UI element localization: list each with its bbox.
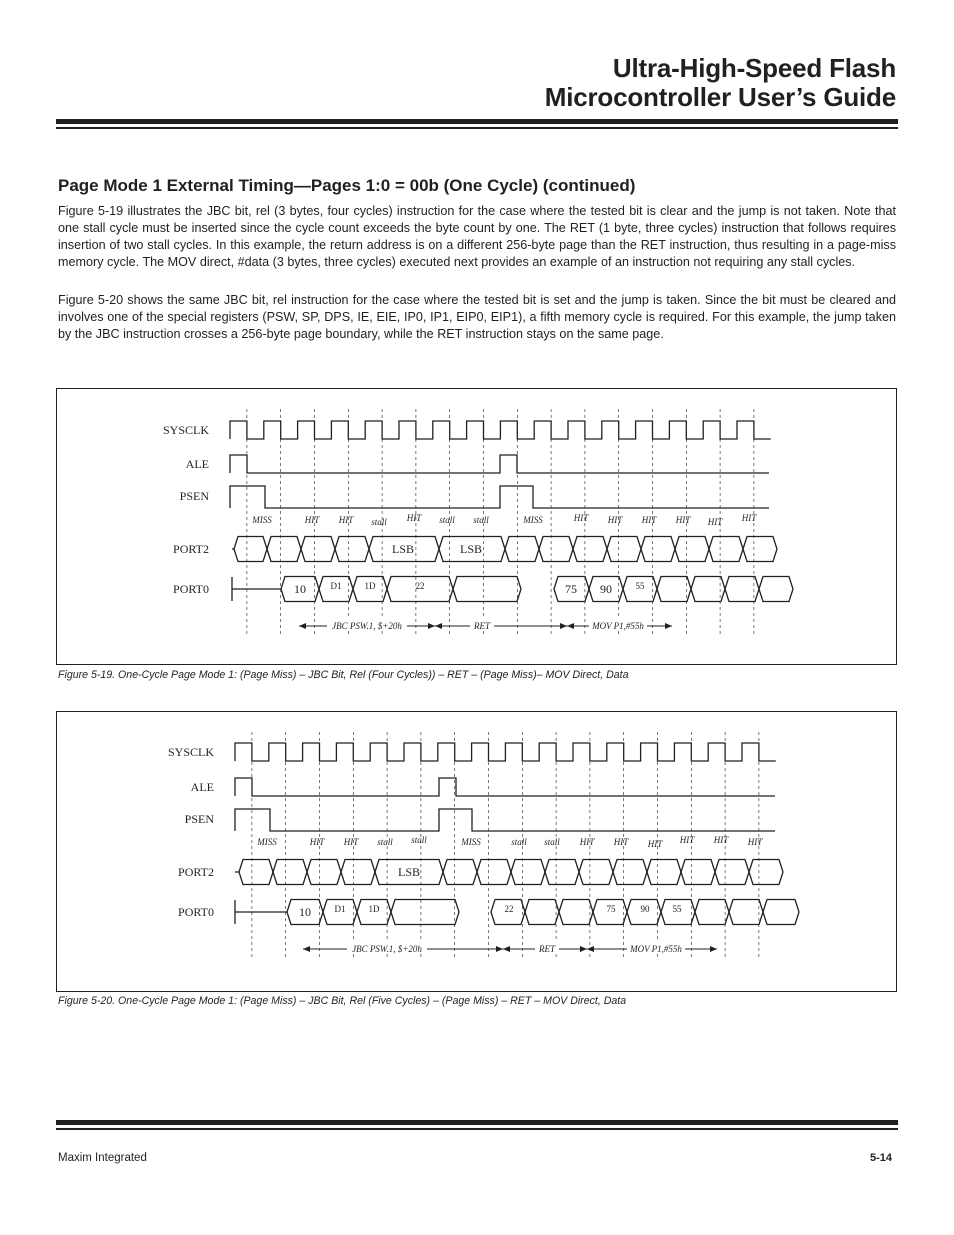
port2-address-bus — [647, 860, 681, 885]
header-rule-thin — [56, 127, 898, 129]
port2-address-bus — [743, 537, 777, 562]
port2-lsb-value: LSB — [391, 542, 415, 556]
port2-address-bus — [573, 537, 607, 562]
psen-waveform — [230, 486, 769, 508]
instruction-label: MOV P1,#55h — [630, 944, 682, 954]
port0-data-value: 22 — [504, 904, 514, 914]
title-line-2: Microcontroller User’s Guide — [544, 82, 896, 112]
cycle-label-stall: stall — [411, 835, 427, 845]
instruction-label: RET — [473, 621, 491, 631]
cycle-label-hit: HIT — [741, 513, 757, 523]
port2-address-bus — [675, 537, 709, 562]
port2-address-bus — [641, 537, 675, 562]
signal-label-ale: ALE — [190, 780, 214, 794]
port2-address-bus — [505, 537, 539, 562]
figure-5-20-caption: Figure 5-20. One-Cycle Page Mode 1: (Page Miss) – JBC Bit, Rel (Five Cycles) – (Page Miss) – RET – MOV Direct, Data — [58, 995, 627, 1007]
port2-address-bus — [709, 537, 743, 562]
port0-data-bus — [729, 900, 763, 925]
cycle-label-hit: HIT — [343, 837, 359, 847]
port2-address-bus — [234, 537, 267, 562]
port2-address-bus — [539, 537, 573, 562]
cycle-label-miss: MISS — [257, 837, 277, 847]
cycle-label-hit: HIT — [309, 837, 325, 847]
port0-data-value: 75 — [606, 904, 616, 914]
cycle-label-hit: HIT — [607, 515, 623, 525]
footer-rule — [56, 1120, 898, 1125]
cycle-label-stall: stall — [371, 517, 387, 527]
section-heading: Page Mode 1 External Timing—Pages 1:0 = 00b (One Cycle) (continued) — [58, 176, 636, 195]
ale-waveform — [230, 455, 769, 473]
sysclk-waveform — [235, 743, 776, 761]
page-number: 5-14 — [869, 1152, 892, 1164]
port0-data-value: 55 — [672, 904, 682, 914]
port0-data-value: 1D — [368, 904, 380, 914]
cycle-label-hit: HIT — [579, 837, 595, 847]
figure-5-20 — [56, 711, 897, 992]
port2-lsb-value: LSB — [459, 542, 483, 556]
port0-data-value: 22 — [415, 581, 425, 591]
port0-data-bus — [759, 577, 793, 602]
cycle-label-miss: MISS — [461, 837, 481, 847]
cycle-label-hit: HIT — [713, 835, 729, 845]
port0-data-value: D1 — [334, 904, 346, 914]
port2-address-bus — [273, 860, 307, 885]
port0-data-value: 75 — [565, 582, 577, 596]
port2-address-bus — [267, 537, 301, 562]
cycle-label-stall: stall — [377, 837, 393, 847]
ale-waveform — [235, 778, 775, 796]
cycle-label-stall: stall — [511, 837, 527, 847]
port0-data-bus — [559, 900, 593, 925]
port2-address-bus — [239, 860, 273, 885]
sysclk-waveform — [230, 421, 771, 439]
port2-address-bus — [511, 860, 545, 885]
signal-label-sysclk: SYSCLK — [162, 423, 209, 437]
header-rule — [56, 119, 898, 124]
port2-address-bus — [307, 860, 341, 885]
cycle-label-miss: MISS — [252, 515, 272, 525]
port2-address-bus — [607, 537, 641, 562]
port0-data-value: D1 — [330, 581, 342, 591]
port2-address-bus — [749, 860, 783, 885]
cycle-label-hit: HIT — [679, 835, 695, 845]
cycle-label-hit: HIT — [338, 515, 354, 525]
cycle-label-hit: HIT — [613, 837, 629, 847]
signal-label-port2: PORT2 — [178, 865, 214, 879]
signal-label-psen: PSEN — [184, 812, 214, 826]
signal-label-port0: PORT0 — [173, 582, 209, 596]
signal-label-port2: PORT2 — [173, 542, 209, 556]
port2-address-bus — [335, 537, 369, 562]
port0-data-bus — [453, 577, 521, 602]
port2-address-bus — [681, 860, 715, 885]
signal-label-sysclk: SYSCLK — [167, 745, 214, 759]
footer-company: Maxim Integrated — [58, 1152, 147, 1164]
timing-diagram-5-19 — [57, 389, 898, 666]
port0-data-bus — [695, 900, 729, 925]
figure-5-19-caption: Figure 5-19. One-Cycle Page Mode 1: (Page Miss) – JBC Bit, Rel (Four Cycles)) – RET – (Page Miss)– MOV Direct, Data — [58, 669, 629, 681]
cycle-label-hit: HIT — [304, 515, 320, 525]
instruction-label: JBC PSW.1, $+20h — [352, 944, 422, 954]
psen-waveform — [235, 809, 775, 831]
port2-address-bus — [613, 860, 647, 885]
title-line-1: Ultra-High-Speed Flash — [612, 53, 896, 83]
cycle-label-stall: stall — [544, 837, 560, 847]
instruction-label: RET — [538, 944, 556, 954]
port0-data-value: 90 — [640, 904, 650, 914]
port2-address-bus — [301, 537, 335, 562]
port2-address-bus — [477, 860, 511, 885]
port0-data-value: 55 — [635, 581, 645, 591]
port0-data-value: 90 — [600, 582, 612, 596]
cycle-label-hit: HIT — [647, 839, 663, 849]
footer-rule-thin — [56, 1128, 898, 1130]
cycle-label-stall: stall — [439, 515, 455, 525]
cycle-label-hit: HIT — [641, 515, 657, 525]
figure-5-19 — [56, 388, 897, 665]
signal-label-ale: ALE — [185, 457, 209, 471]
port0-data-bus — [763, 900, 799, 925]
port0-data-value: 10 — [299, 905, 311, 919]
document-title — [545, 54, 896, 112]
paragraph-1: Figure 5-19 illustrates the JBC bit, rel (3 bytes, four cycles) instruction for the case where the tested bit is clear and the jump is not taken. Note that one stall cycle must be inserted since the cycle count exceeds the byte count by one. The RET (1 byte, three cycles) instruction that follows requires insertion of two stall cycles. In this example, the return address is on a different 256-byte page than the RET instruction, thus resulting in a page-miss memory cycle. The MOV direct, #data (3 bytes, three cycles) executed next provides an example of an instruction not requiring any stall cycles. — [58, 204, 896, 269]
port0-data-value: 1D — [364, 581, 376, 591]
paragraph-2: Figure 5-20 shows the same JBC bit, rel instruction for the case where the tested bit is set and the jump is taken. Since the bit must be cleared and involves one of the special registers (PSW, SP, DPS, IE, EIE, IP0, IP1, EIP0, EIP1), a fifth memory cycle is required. For this example, the jump taken by the JBC instruction crosses a 256-byte page boundary, while the RET instruction stays on the same page. — [58, 293, 896, 341]
cycle-label-hit: HIT — [675, 515, 691, 525]
port0-data-value: 10 — [294, 582, 306, 596]
instruction-label: JBC PSW.1, $+20h — [332, 621, 402, 631]
port2-address-bus — [443, 860, 477, 885]
port0-data-bus — [525, 900, 559, 925]
port0-data-bus — [657, 577, 691, 602]
cycle-label-hit: HIT — [406, 513, 422, 523]
port2-lsb-value: LSB — [397, 865, 421, 879]
cycle-label-hit: HIT — [747, 837, 763, 847]
cycle-label-miss: MISS — [523, 515, 543, 525]
cycle-label-hit: HIT — [573, 513, 589, 523]
cycle-label-hit: HIT — [707, 517, 723, 527]
cycle-label-stall: stall — [473, 515, 489, 525]
port2-address-bus — [579, 860, 613, 885]
port0-data-bus — [391, 900, 459, 925]
port2-address-bus — [715, 860, 749, 885]
timing-diagram-5-20 — [57, 712, 898, 993]
signal-label-port0: PORT0 — [178, 905, 214, 919]
signal-label-psen: PSEN — [179, 489, 209, 503]
instruction-label: MOV P1,#55h — [592, 621, 644, 631]
port2-address-bus — [341, 860, 375, 885]
port2-address-bus — [545, 860, 579, 885]
